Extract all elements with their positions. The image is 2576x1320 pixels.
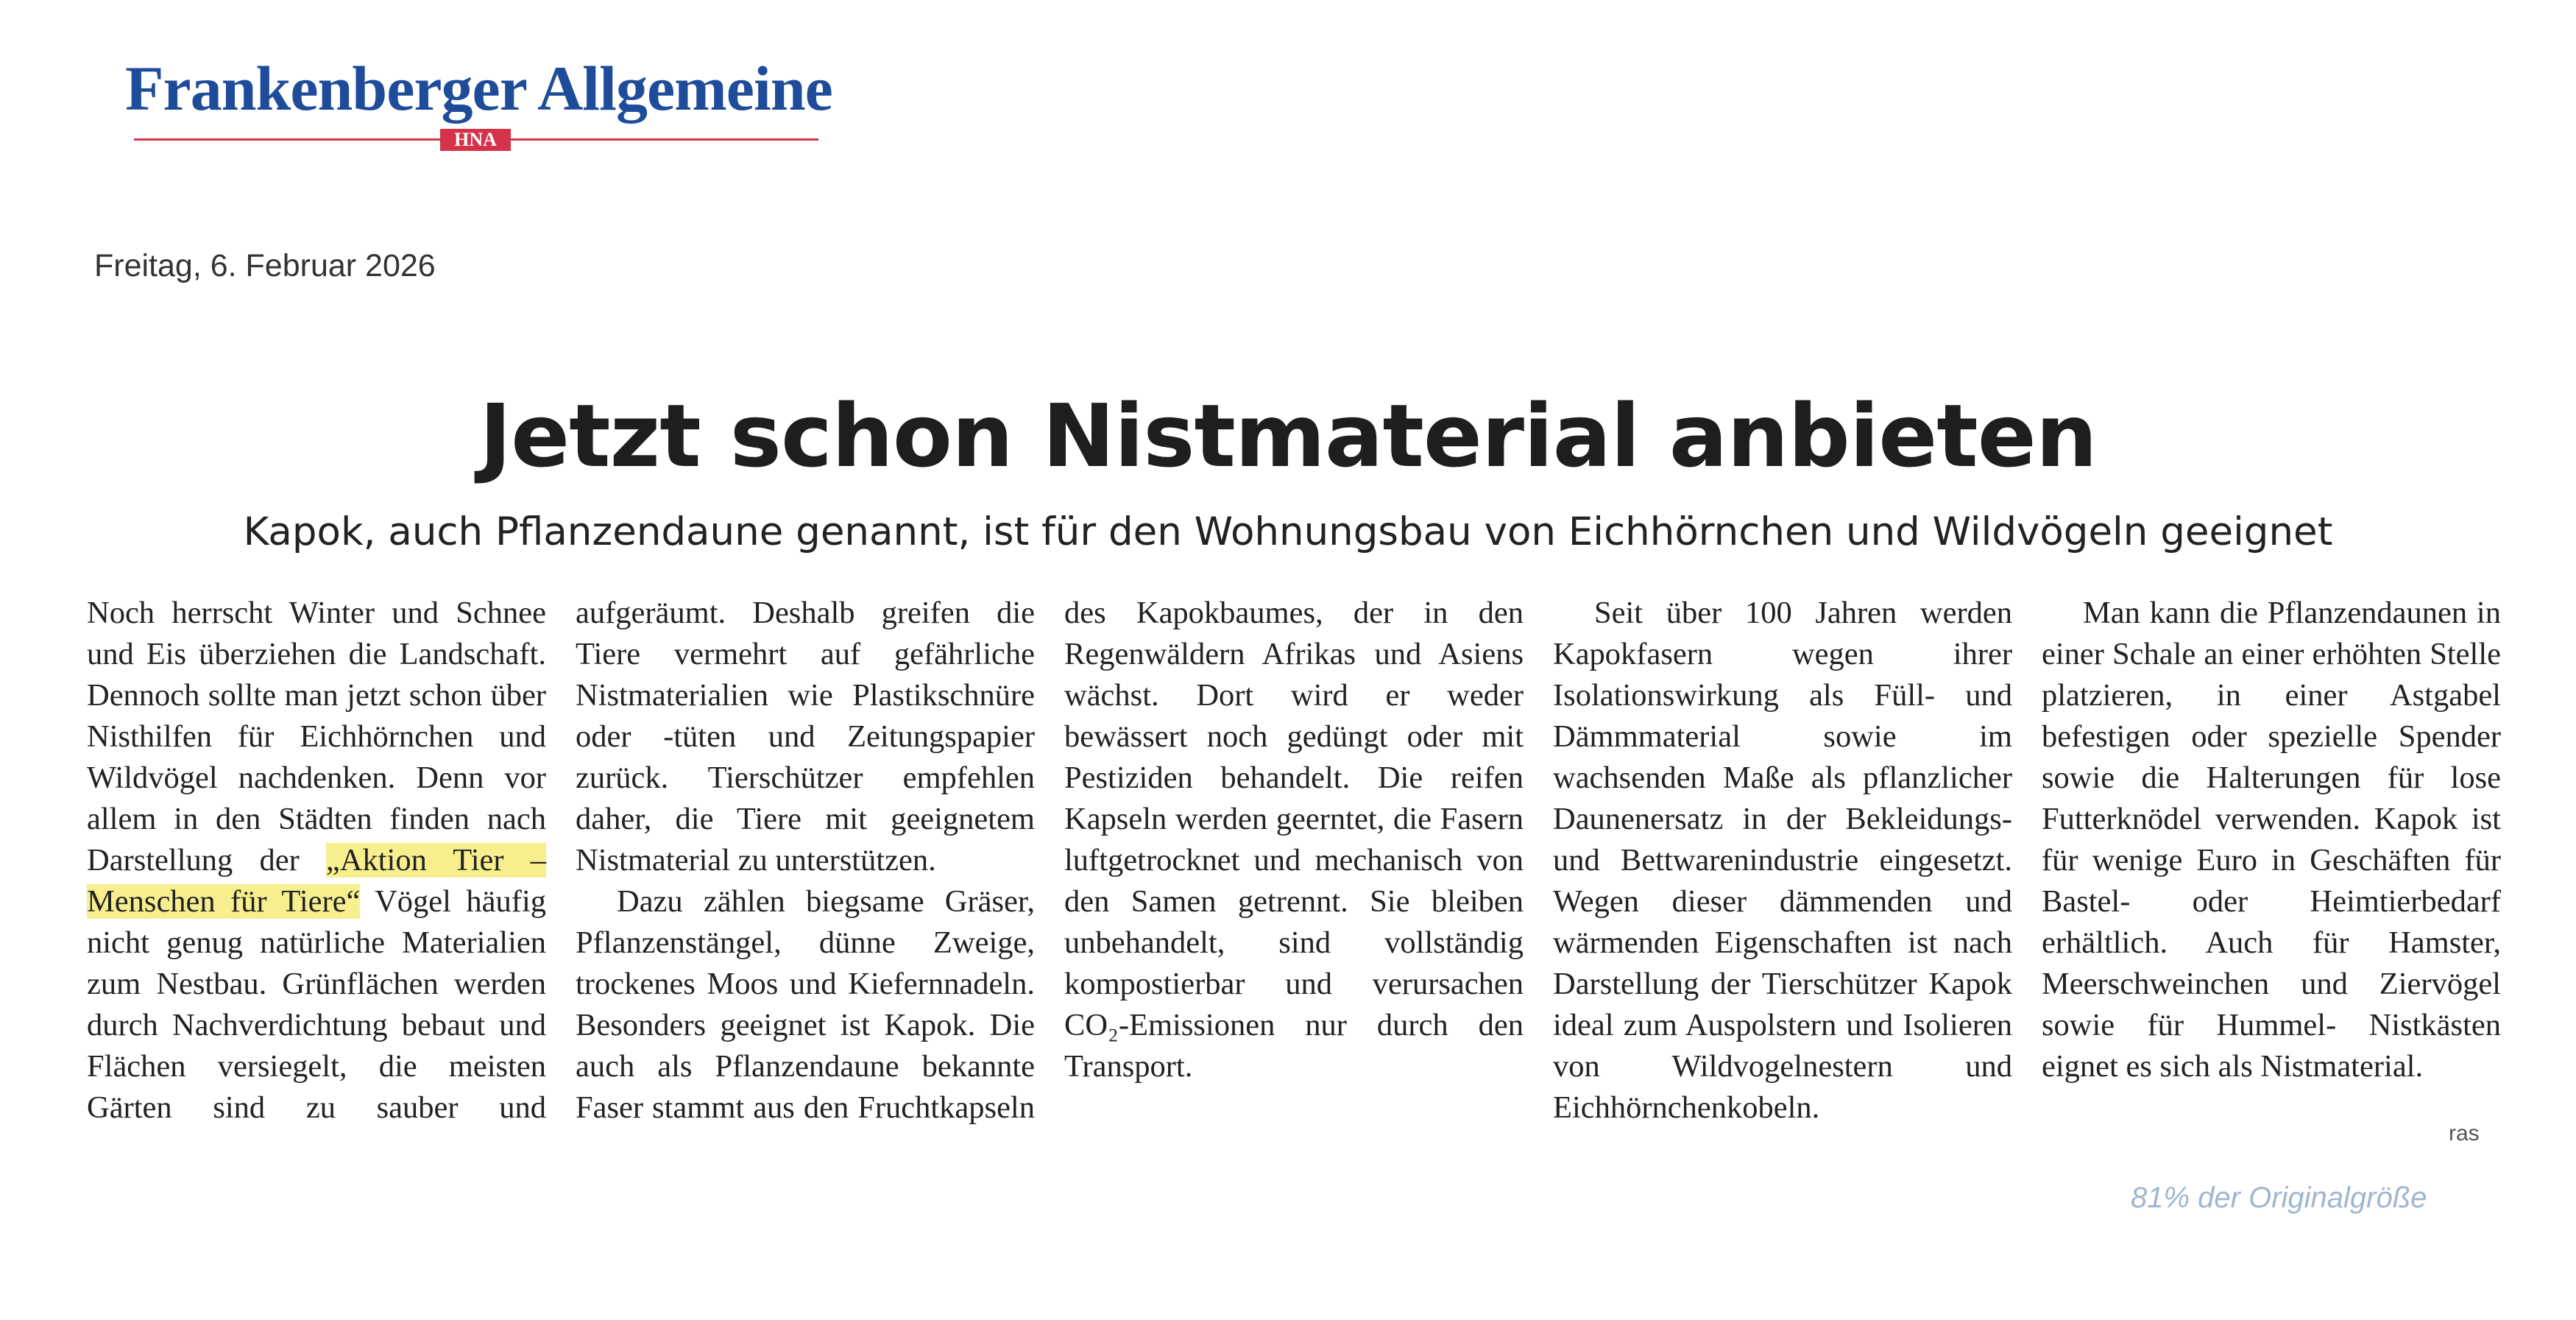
masthead-logo <box>125 52 832 150</box>
article-headline: Jetzt schon Nistmaterial anbieten <box>479 385 2097 487</box>
masthead-name: Frankenberger Allgemeine <box>125 53 832 124</box>
paragraph-3: Seit über 100 Jahren werden Kapokfasern wegen ihrer Isolationswirkung als Füll- und Dämmmaterial sowie im wachsenden Maße als pflanzlicher Daunenersatz in der Bekleidungs- und Bettwarenindustrie eingesetzt. Wegen dieser dämmenden und wärmenden Eigenschaften ist nach Darstellung der Tierschützer Kapok ideal zum Auspolstern und Isolieren von Wildvogelnestern und Eichhörnchenkobeln. <box>1553 596 2012 1125</box>
paragraph-4: Man kann die Pflanzendaunen in einer Schale an einer erhöhten Stelle platzieren, in einer Astgabel befestigen oder spezielle Spender sowie die Halterungen für lose Futterknödel verwenden. Kapok ist für wenige Euro in Geschäften für Bastel- oder Heimtierbedarf erhältlich. Auch für Hamster, Meerschweinchen und Ziervögel sowie für Hummel- Nistkästen eignet es sich als Nistmaterial. <box>2042 596 2501 1084</box>
author-byline: ras <box>2449 1121 2480 1146</box>
article-body <box>87 593 2501 1160</box>
article-subline: Kapok, auch Pflanzendaune genannt, ist für den Wohnungsbau von Eichhörnchen und Wildvögeln geeignet <box>243 509 2333 554</box>
masthead-badge: HNA <box>440 129 511 151</box>
paragraph-1-end: Vögel häufig nicht genug natürliche Materialien zum Nestbau. Grünflächen werden durch Nachverdichtung bebaut und Flächen versiegelt, die meisten Gärten sind zu sauber und aufgeräumt. Deshalb greifen die Tiere vermehrt auf gefährliche Nistmaterialien wie Plastikschnüre oder -tüten und Zeitungspapier zurück. Tierschützer empfehlen daher, die Tiere mit geeignetem Nistmaterial zu unterstützen. <box>87 596 1035 1125</box>
paragraph-2: Dazu zählen biegsame Gräser, Pflanzenstängel, dünne Zweige, trockenes Moos und Kiefernnadeln. Besonders geeignet ist Kapok. Die auch als Pflanzendaune bekannte Faser stammt aus den Fruchtkapseln des Kapokbaumes, der in den Regenwäldern Afrikas und Asiens wächst. Dort wird er weder bewässert noch gedüngt oder mit Pestiziden behandelt. Die reifen Kapseln werden geerntet, die Fasern luftgetrocknet und mechanisch von den Samen getrennt. Sie bleiben unbehandelt, sind vollständig kompostierbar und verursachen CO₂-Emissionen nur durch den Transport. <box>576 596 1524 1125</box>
paragraph-1-start: Noch herrscht Winter und Schnee und Eis überziehen die Landschaft. Dennoch sollte man jetzt schon über Nisthilfen für Eichhörnchen und Wildvögel nachdenken. Denn vor allem in den Städten finden nach Darstellung der <box>87 596 546 878</box>
scale-note: 81% der Originalgröße <box>2131 1182 2427 1214</box>
publication-date: Freitag, 6. Februar 2026 <box>94 248 436 283</box>
highlighted-organization: „Aktion Tier – Menschen für Tiere“ <box>87 843 546 919</box>
